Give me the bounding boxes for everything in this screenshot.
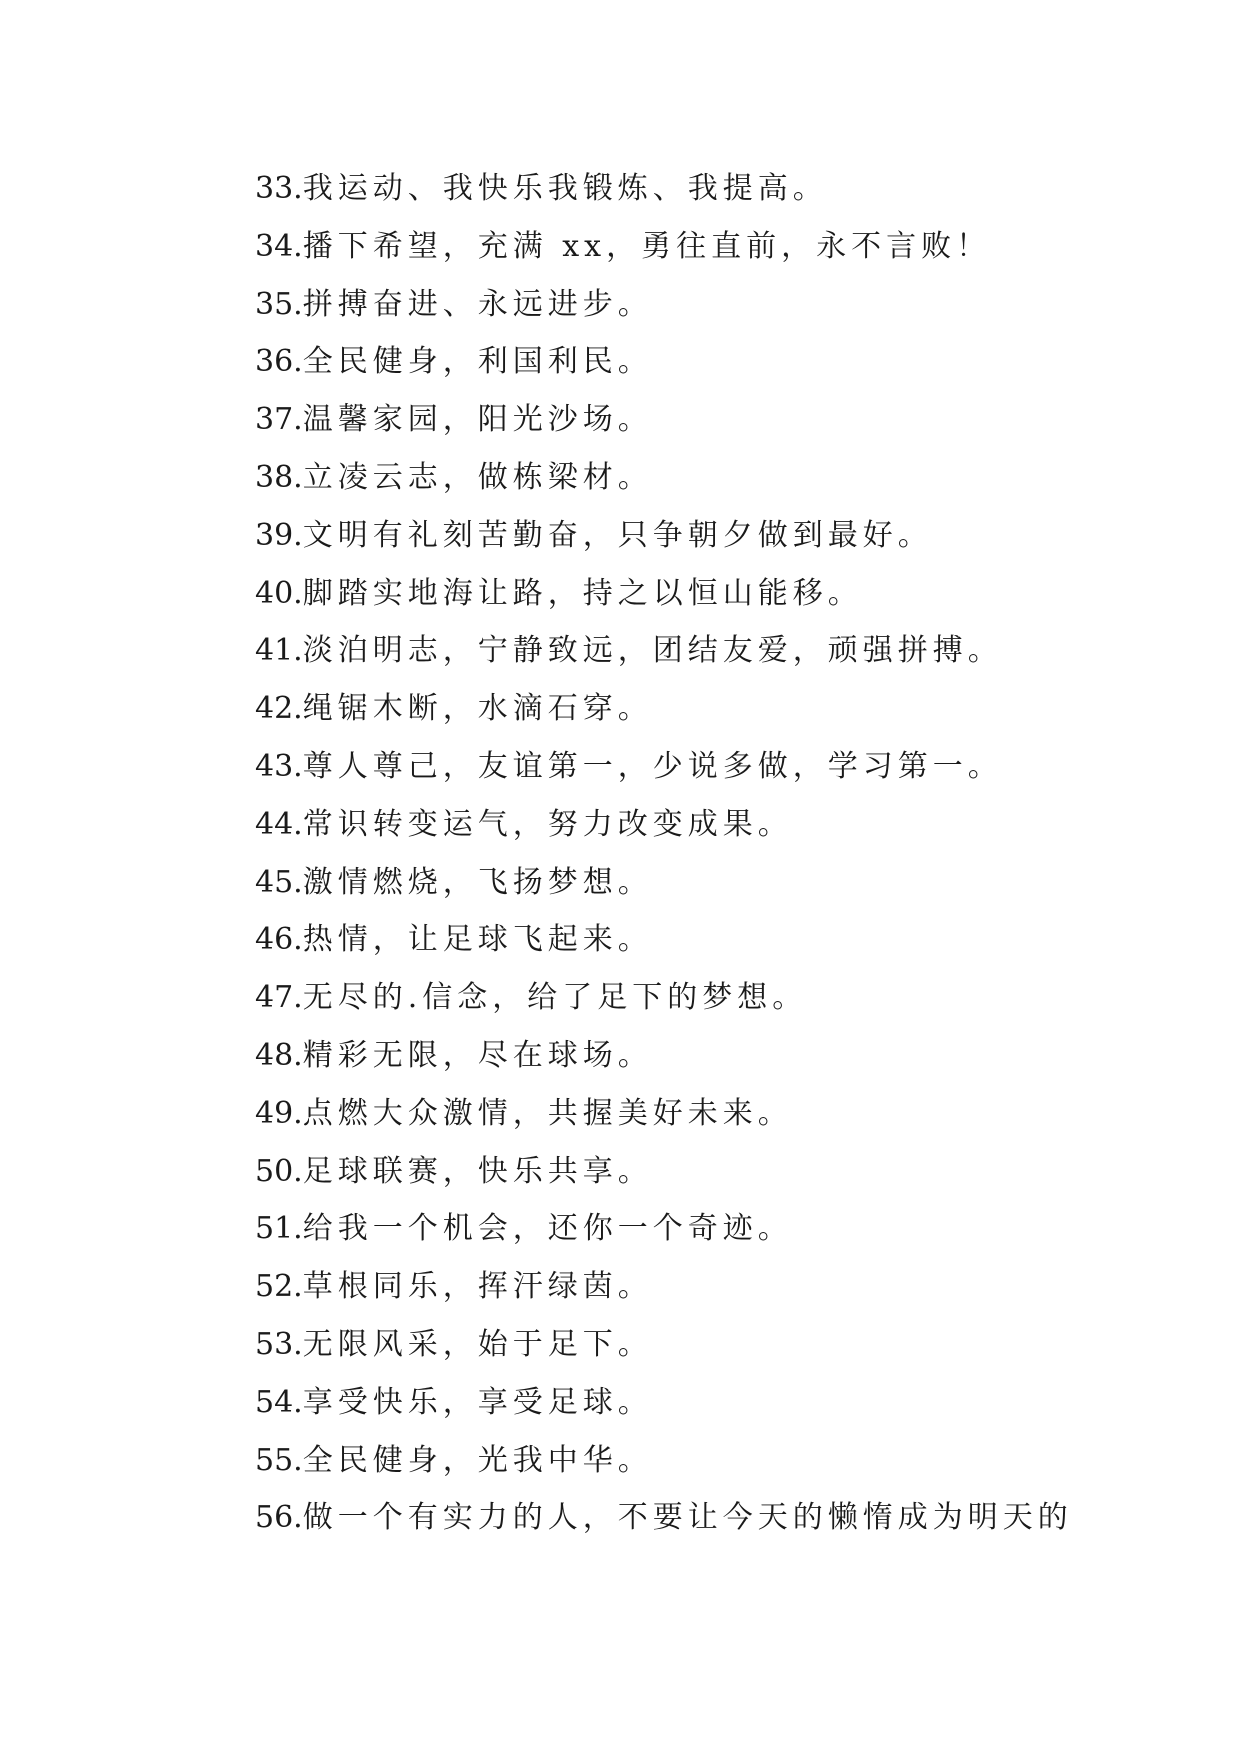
item-text: 点燃大众激情，共握美好未来。: [302, 1095, 793, 1131]
item-number: 55.: [255, 1442, 303, 1478]
item-text: 常识转变运气，努力改变成果。: [302, 806, 793, 842]
item-number: 41.: [255, 633, 303, 669]
item-text: 草根同乐，挥汗绿茵。: [302, 1269, 653, 1305]
item-number: 46.: [255, 922, 303, 958]
item-number: 56.: [255, 1500, 303, 1536]
item-text: 拼搏奋进、永远进步。: [302, 286, 653, 322]
item-number: 34.: [255, 228, 303, 264]
item-text: 立凌云志，做栋梁材。: [302, 459, 653, 495]
item-number: 52.: [255, 1269, 303, 1305]
item-number: 44.: [255, 806, 303, 842]
list-item: [255, 565, 1155, 623]
item-text: 尊人尊己，友谊第一，少说多做，学习第一。: [302, 748, 1003, 784]
list-item: [255, 796, 1155, 854]
list-item: [255, 1316, 1155, 1374]
item-number: 49.: [255, 1095, 303, 1131]
list-item: [255, 1027, 1155, 1085]
item-number: 54.: [255, 1384, 303, 1420]
item-text: 淡泊明志，宁静致远，团结友爱，顽强拼搏。: [302, 633, 1003, 669]
item-number: 38.: [255, 459, 303, 495]
list-item: [255, 1374, 1155, 1432]
item-text: 无尽的.信念，给了足下的梦想。: [302, 980, 808, 1016]
item-text: 精彩无限，尽在球场。: [302, 1037, 653, 1073]
list-item: [255, 854, 1155, 912]
list-item: [255, 1258, 1155, 1316]
item-text: 全民健身，利国利民。: [302, 344, 653, 380]
item-number: 47.: [255, 980, 303, 1016]
list-item: [255, 507, 1155, 565]
item-text: 足球联赛，快乐共享。: [302, 1153, 653, 1189]
item-text: 给我一个机会，还你一个奇迹。: [302, 1211, 793, 1247]
item-text: 热情，让足球飞起来。: [302, 922, 653, 958]
item-number: 42.: [255, 691, 303, 727]
list-item: [255, 218, 1155, 276]
item-text: 激情燃烧，飞扬梦想。: [302, 864, 653, 900]
item-number: 53.: [255, 1326, 303, 1362]
item-number: 39.: [255, 517, 303, 553]
list-item: [255, 1489, 1155, 1547]
item-number: 37.: [255, 402, 303, 438]
item-number: 36.: [255, 344, 303, 380]
list-item: [255, 333, 1155, 391]
list-item: [255, 969, 1155, 1027]
list-item: [255, 276, 1155, 334]
item-text: 绳锯木断，水滴石穿。: [302, 691, 653, 727]
list-item: [255, 911, 1155, 969]
item-number: 33.: [255, 171, 303, 206]
item-text: 脚踏实地海让路，持之以恒山能移。: [302, 575, 863, 611]
item-text: 全民健身，光我中华。: [302, 1442, 653, 1478]
list-item: [255, 1085, 1155, 1143]
list-item: [255, 1432, 1155, 1490]
list-item: [255, 449, 1155, 507]
list-item: [255, 622, 1155, 680]
list-item: [255, 1143, 1155, 1201]
item-number: 35.: [255, 286, 303, 322]
item-text: 温馨家园，阳光沙场。: [302, 402, 653, 438]
list-item: [255, 391, 1155, 449]
list-item: [255, 1200, 1155, 1258]
item-number: 40.: [255, 575, 303, 611]
item-text: 文明有礼刻苦勤奋，只争朝夕做到最好。: [302, 517, 933, 553]
item-number: 51.: [255, 1211, 303, 1247]
item-text: 我运动、我快乐我锻炼、我提高。: [302, 171, 828, 206]
item-number: 43.: [255, 748, 303, 784]
list-item: [255, 160, 1155, 218]
item-text: 享受快乐，享受足球。: [302, 1384, 653, 1420]
slogan-list: [255, 160, 1155, 1547]
item-number: 45.: [255, 864, 303, 900]
item-text: 做一个有实力的人，不要让今天的懒惰成为明天的: [302, 1500, 1073, 1536]
item-text: 播下希望，充满 xx，勇往直前，永不言败！: [302, 228, 992, 264]
list-item: [255, 738, 1155, 796]
item-text: 无限风采，始于足下。: [302, 1326, 653, 1362]
list-item: [255, 680, 1155, 738]
item-number: 48.: [255, 1037, 303, 1073]
item-number: 50.: [255, 1153, 303, 1189]
